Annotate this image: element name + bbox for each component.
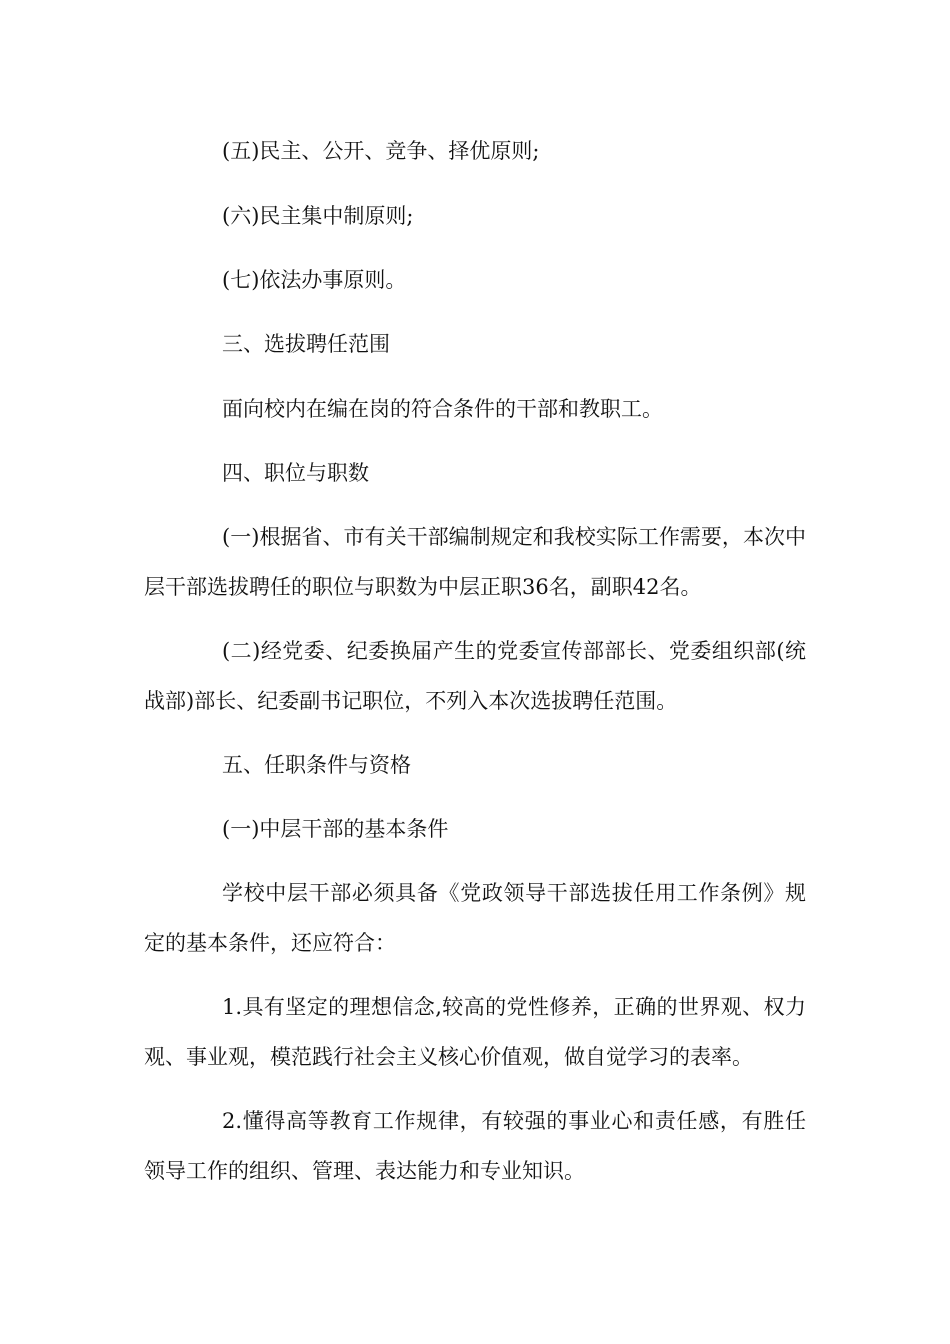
principle-seven: (七)依法办事原则。 — [222, 268, 407, 292]
positions-item-one: (一)根据省、市有关干部编制规定和我校实际工作需要，本次中层干部选拔聘任的职位与职数为中层正职36名，副职42名。 — [144, 525, 806, 599]
basic-conditions-intro: 学校中层干部必须具备《党政领导干部选拔任用工作条例》规定的基本条件，还应符合： — [144, 881, 806, 955]
section-heading-scope: 三、选拔聘任范围 — [222, 332, 390, 356]
section-heading-positions: 四、职位与职数 — [222, 461, 369, 485]
scope-text: 面向校内在编在岗的符合条件的干部和教职工。 — [222, 397, 663, 421]
subheading-basic-conditions: (一)中层干部的基本条件 — [222, 817, 449, 841]
principle-five: (五)民主、公开、竞争、择优原则; — [222, 139, 540, 163]
condition-item-one: 1.具有坚定的理想信念,较高的党性修养，正确的世界观、权力观、事业观，模范践行社会主义核心价值观，做自觉学习的表率。 — [144, 995, 806, 1069]
condition-item-two: 2.懂得高等教育工作规律，有较强的事业心和责任感，有胜任领导工作的组织、管理、表达能力和专业知识。 — [144, 1109, 806, 1183]
principle-six: (六)民主集中制原则; — [222, 204, 414, 228]
positions-item-two: (二)经党委、纪委换届产生的党委宣传部部长、党委组织部(统战部)部长、纪委副书记职位，不列入本次选拔聘任范围。 — [144, 639, 806, 713]
section-heading-qualifications: 五、任职条件与资格 — [222, 753, 411, 777]
